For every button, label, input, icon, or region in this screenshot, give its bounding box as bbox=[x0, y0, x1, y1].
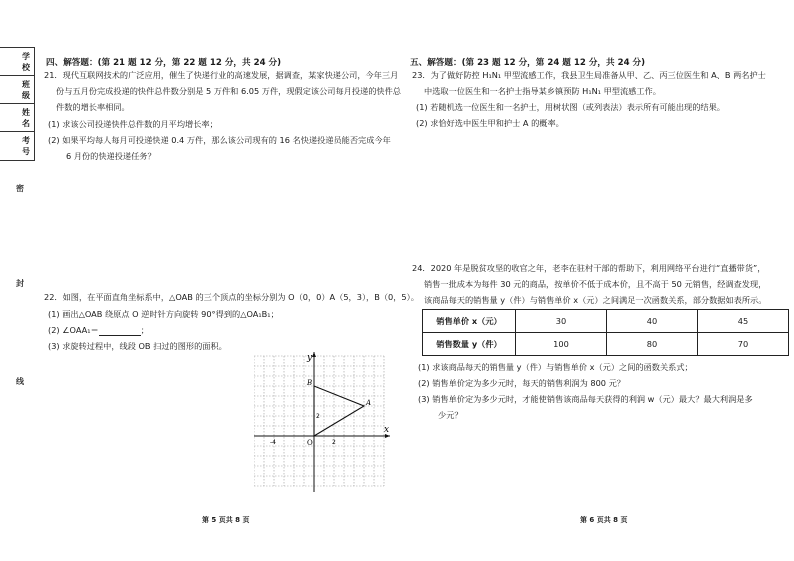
table-row bbox=[423, 310, 789, 333]
q21-line: 份与五月份完成投递的快件总件数分别是 5 万件和 6.05 万件，现假定该公司每月投递的快件总 bbox=[56, 86, 401, 96]
q22-sub2-prefix: (2) ∠OAA₁＝ bbox=[48, 325, 99, 335]
binding-label: 级 bbox=[22, 91, 30, 100]
table-row bbox=[423, 333, 789, 356]
triangle-oab bbox=[314, 386, 364, 436]
origin-label: O bbox=[307, 439, 313, 447]
q21-sub: (1) 求该公司投递快件总件数的月平均增长率； bbox=[48, 119, 218, 129]
page-footer: 第 5 页共 8 页 bbox=[202, 516, 250, 524]
table-cell: 40 bbox=[607, 310, 698, 333]
binding-info-box bbox=[0, 47, 35, 161]
tick-label: 2 bbox=[316, 413, 320, 420]
section-title: 四、解答题：(第 21 题 12 分，第 22 题 12 分，共 24 分) bbox=[46, 58, 282, 68]
q24-line: 24．2020 年是脱贫攻坚的收官之年，老李在驻村干部的帮助下，利用网络平台进行“直播带货”， bbox=[412, 263, 766, 273]
q23-line: 23．为了做好防控 H₁N₁ 甲型流感工作，我县卫生局准备从甲、乙、丙三位医生和 A、B 两名护士 bbox=[412, 70, 766, 80]
y-axis-arrow bbox=[312, 352, 316, 357]
table-cell: 45 bbox=[698, 310, 789, 333]
y-axis-label: y bbox=[307, 353, 313, 363]
q22-sub2-suffix: ； bbox=[140, 325, 149, 335]
point-b-label: B bbox=[307, 379, 313, 387]
q22-sub2 bbox=[48, 325, 149, 336]
table-cell: 100 bbox=[516, 333, 607, 356]
q21-line: 21．现代互联网技术的广泛应用，催生了快递行业的高速发展，据调查，某家快递公司，今年三月 bbox=[44, 70, 399, 80]
table-row-header: 销售数量 y（件） bbox=[423, 333, 516, 356]
q22-sub: (3) 求旋转过程中，线段 OB 扫过的图形的面积。 bbox=[48, 341, 227, 351]
table-cell: 70 bbox=[698, 333, 789, 356]
price-quantity-table bbox=[422, 309, 789, 356]
table-cell: 80 bbox=[607, 333, 698, 356]
binding-label: 学 bbox=[22, 52, 30, 61]
q22-sub: (1) 画出△OAB 绕原点 O 逆时针方向旋转 90°得到的△OA₁B₁； bbox=[48, 309, 279, 319]
answer-blank[interactable] bbox=[99, 327, 141, 336]
seal-mark: 线 bbox=[16, 377, 24, 386]
section-title: 五、解答题：(第 23 题 12 分，第 24 题 12 分，共 24 分) bbox=[410, 58, 646, 68]
binding-label: 校 bbox=[22, 63, 30, 72]
table-cell: 30 bbox=[516, 310, 607, 333]
table-row-header: 销售单价 x（元） bbox=[423, 310, 516, 333]
q24-sub: (1) 求该商品每天的销售量 y（件）与销售单价 x（元）之间的函数关系式； bbox=[418, 362, 693, 372]
q24-sub: 少元？ bbox=[438, 410, 463, 420]
binding-label: 号 bbox=[22, 147, 30, 156]
q24-sub: (2) 销售单价定为多少元时，每天的销售利润为 800 元？ bbox=[418, 378, 625, 388]
seal-mark: 封 bbox=[16, 279, 24, 288]
point-a-label: A bbox=[366, 399, 372, 407]
q24-line: 该商品每天的销售量 y（件）与销售单价 x（元）之间满足一次函数关系，部分数据如表所示。 bbox=[424, 295, 767, 305]
q21-sub: (2) 如果平均每人每月可投递快递 0.4 万件，那么该公司现有的 16 名快递投递员能否完成今年 bbox=[48, 135, 391, 145]
page-footer: 第 6 页共 8 页 bbox=[580, 516, 628, 524]
binding-divider bbox=[0, 75, 34, 76]
q21-line: 件数的增长率相同。 bbox=[56, 102, 130, 112]
binding-label: 考 bbox=[22, 136, 30, 145]
binding-label: 姓 bbox=[22, 108, 30, 117]
binding-divider bbox=[0, 103, 34, 104]
binding-label: 名 bbox=[22, 119, 30, 128]
binding-divider bbox=[0, 131, 34, 132]
q22-line: 22．如图，在平面直角坐标系中，△OAB 的三个顶点的坐标分别为 O（0，0）A（5，3），B（0，5）。 bbox=[44, 292, 419, 302]
tick-label: 2 bbox=[332, 439, 336, 446]
tick-label: -4 bbox=[270, 439, 276, 446]
q21-sub: 6 月份的快递投递任务？ bbox=[66, 151, 156, 161]
page-6 bbox=[410, 0, 794, 561]
page-5 bbox=[36, 0, 419, 561]
q24-line: 销售一批成本为每件 30 元的商品，按单价不低于成本价，且不高于 50 元销售，经调查发现， bbox=[424, 279, 767, 289]
q23-sub: (1) 若随机选一位医生和一名护士，用树状图（或列表法）表示所有可能出现的结果。 bbox=[416, 102, 725, 112]
seal-mark: 密 bbox=[16, 184, 24, 193]
x-axis-label: x bbox=[384, 425, 390, 435]
q23-line: 中选取一位医生和一名护士指导某乡镇预防 H₁N₁ 甲型流感工作。 bbox=[424, 86, 661, 96]
q24-sub: (3) 销售单价定为多少元时，才能使销售该商品每天获得的利润 w（元）最大？最大利润是多 bbox=[418, 394, 753, 404]
coordinate-grid bbox=[254, 352, 394, 496]
q23-sub: (2) 求恰好选中医生甲和护士 A 的概率。 bbox=[416, 118, 564, 128]
binding-label: 班 bbox=[22, 80, 30, 89]
